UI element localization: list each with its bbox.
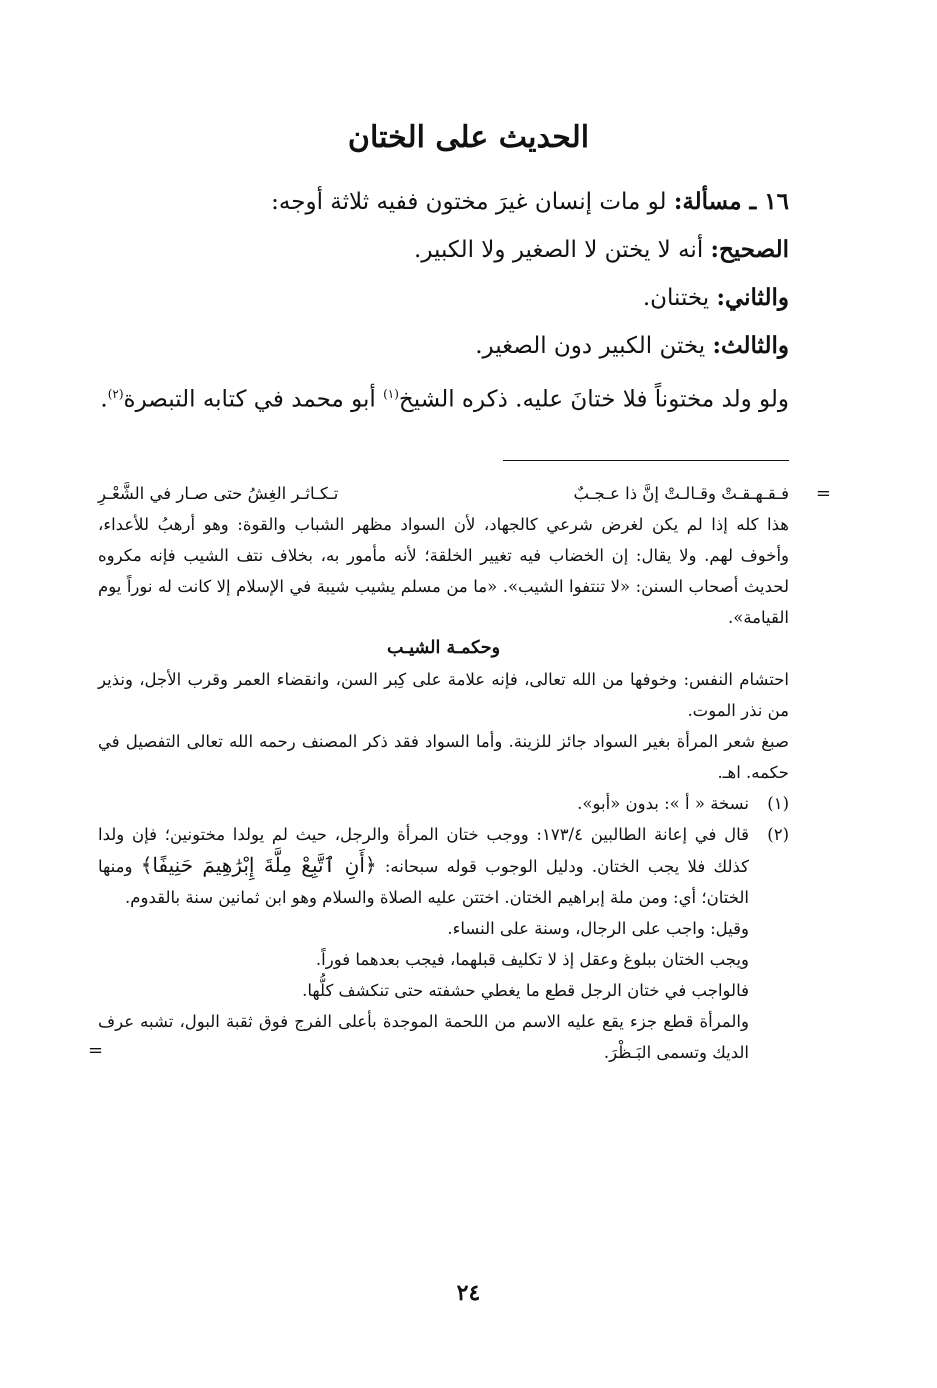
- main-text: [98, 178, 789, 424]
- footnote-ref-1[interactable]: (١): [383, 387, 399, 401]
- footnote-1-text: نسخة « أ »: بدون «أبو».: [577, 794, 749, 813]
- footnote-1: [98, 788, 789, 819]
- continued-note: [98, 478, 831, 788]
- footnote-2-line-3: ويجب الختان ببلوغ وعقل إذ لا تكليف قبلهما، فيجب بعدهما فوراً.: [315, 950, 749, 969]
- second-text: يختنان.: [642, 285, 717, 311]
- sahih-line: [98, 226, 789, 274]
- second-line: [98, 274, 789, 322]
- footnotes: [88, 478, 831, 1068]
- footnote-2-line-2: وقيل: واجب على الرجال، وسنة على النساء.: [447, 919, 749, 938]
- second-lead: والثاني:: [716, 284, 789, 311]
- footnote-ref-2[interactable]: (٢): [107, 387, 124, 401]
- poem-verse: [98, 478, 789, 509]
- closing-part2: أبو محمد في كتابه التبصرة: [123, 386, 384, 413]
- poem-hemistich-right: فـقـهـقـتْ وقـالـتْ إنَّ ذا عـجـبٌ: [573, 484, 789, 503]
- footnote-2: [88, 819, 789, 1068]
- third-text: يختن الكبير دون الصغير.: [475, 333, 713, 359]
- footnote-2-line-5: والمرأة قطع جزء يقع عليه الاسم من اللحمة الموجدة بأعلى الفرج فوق ثقبة البول، تشبه عرف الديك وتسمى البَـظْرَ.: [98, 1012, 749, 1062]
- footnote-2-number: (٢): [767, 825, 789, 844]
- closing-part1: ولو ولد مختوناً فلا ختانَ عليه. ذكره الشيخ: [398, 386, 789, 413]
- issue-line: [98, 178, 789, 226]
- chapter-heading: الحديث على الختان: [347, 120, 590, 155]
- continuation-mark-bottom: =: [88, 1040, 104, 1061]
- footnote-2-text-b: ومنها الختان؛ أي: ومن ملة إبراهيم الختان. اختتن عليه الصلاة والسلام وهو ابن ثمانين سنة بالقدوم.: [98, 857, 749, 907]
- closing-paragraph: [98, 370, 789, 424]
- page-number: ٢٤: [456, 1280, 481, 1306]
- closing-end: .: [100, 386, 108, 413]
- note-paragraph-3: صبغ شعر المرأة بغير السواد جائز للزينة. وأما السواد فقد ذكر المصنف رحمه الله تعالى التفصيل في حكمه. اهـ.: [98, 732, 789, 782]
- sahih-text: أنه لا يختن لا الصغير ولا الكبير.: [414, 237, 711, 263]
- continuation-mark-top: =: [815, 483, 831, 504]
- note-paragraph-2: احتشام النفس: وخوفها من الله تعالى، فإنه علامة على كِبر السن، وانقضاء العمر وقرب الأجل، ونذير من نذر الموت.: [98, 670, 789, 720]
- footnote-1-number: (١): [767, 794, 789, 813]
- footnote-2-text-a: قال في إعانة الطالبين ١٧٣/٤: ووجب ختان المرأة والرجل، حيث لم يولدا مختونين؛ فإن ولدا كذلك فلا يجب الختان. ودليل الوجوب قوله سبحانه:: [98, 825, 749, 876]
- sahih-lead: الصحيح:: [710, 236, 789, 263]
- footnote-divider: [503, 460, 789, 461]
- poem-hemistich-left: تـكـاثـر الغِشُ حتى صـار في الشَّعْـرِ: [98, 484, 339, 503]
- quran-verse: ﴿أَنِ ٱتَّبِعْ مِلَّةَ إِبْرَٰهِيمَ حَنِيفًا﴾: [140, 853, 377, 877]
- third-line: [98, 322, 789, 370]
- issue-lead: ١٦ ـ مسألة:: [673, 188, 789, 215]
- footnote-2-para: [98, 819, 749, 913]
- note-paragraph-1: هذا كله إذا لم يكن لغرض شرعي كالجهاد، لأن السواد مظهر الشباب والقوة: وهو أرهبُ للأعداء، وأخوف لهم. ولا يقال: إن الخضاب فيه تغيير الخلقة؛ لأنه مأمور به، بخلاف نتف الشيب فإنه مكروه لحديث أصحاب السنن: «لا تنتفوا الشيب». «ما من مسلم يشيب شيبة في الإسلام إلا كانت له نوراً يوم القيامة».: [98, 515, 789, 627]
- issue-text: لو مات إنسان غيرَ مختون ففيه ثلاثة أوجه:: [271, 189, 674, 215]
- third-lead: والثالث:: [712, 332, 789, 359]
- footnote-2-line-4: فالواجب في ختان الرجل قطع ما يغطي حشفته حتى تنكشف كلُّها.: [302, 981, 749, 1000]
- note-subheading: وحكمـة الشيـب: [386, 638, 501, 658]
